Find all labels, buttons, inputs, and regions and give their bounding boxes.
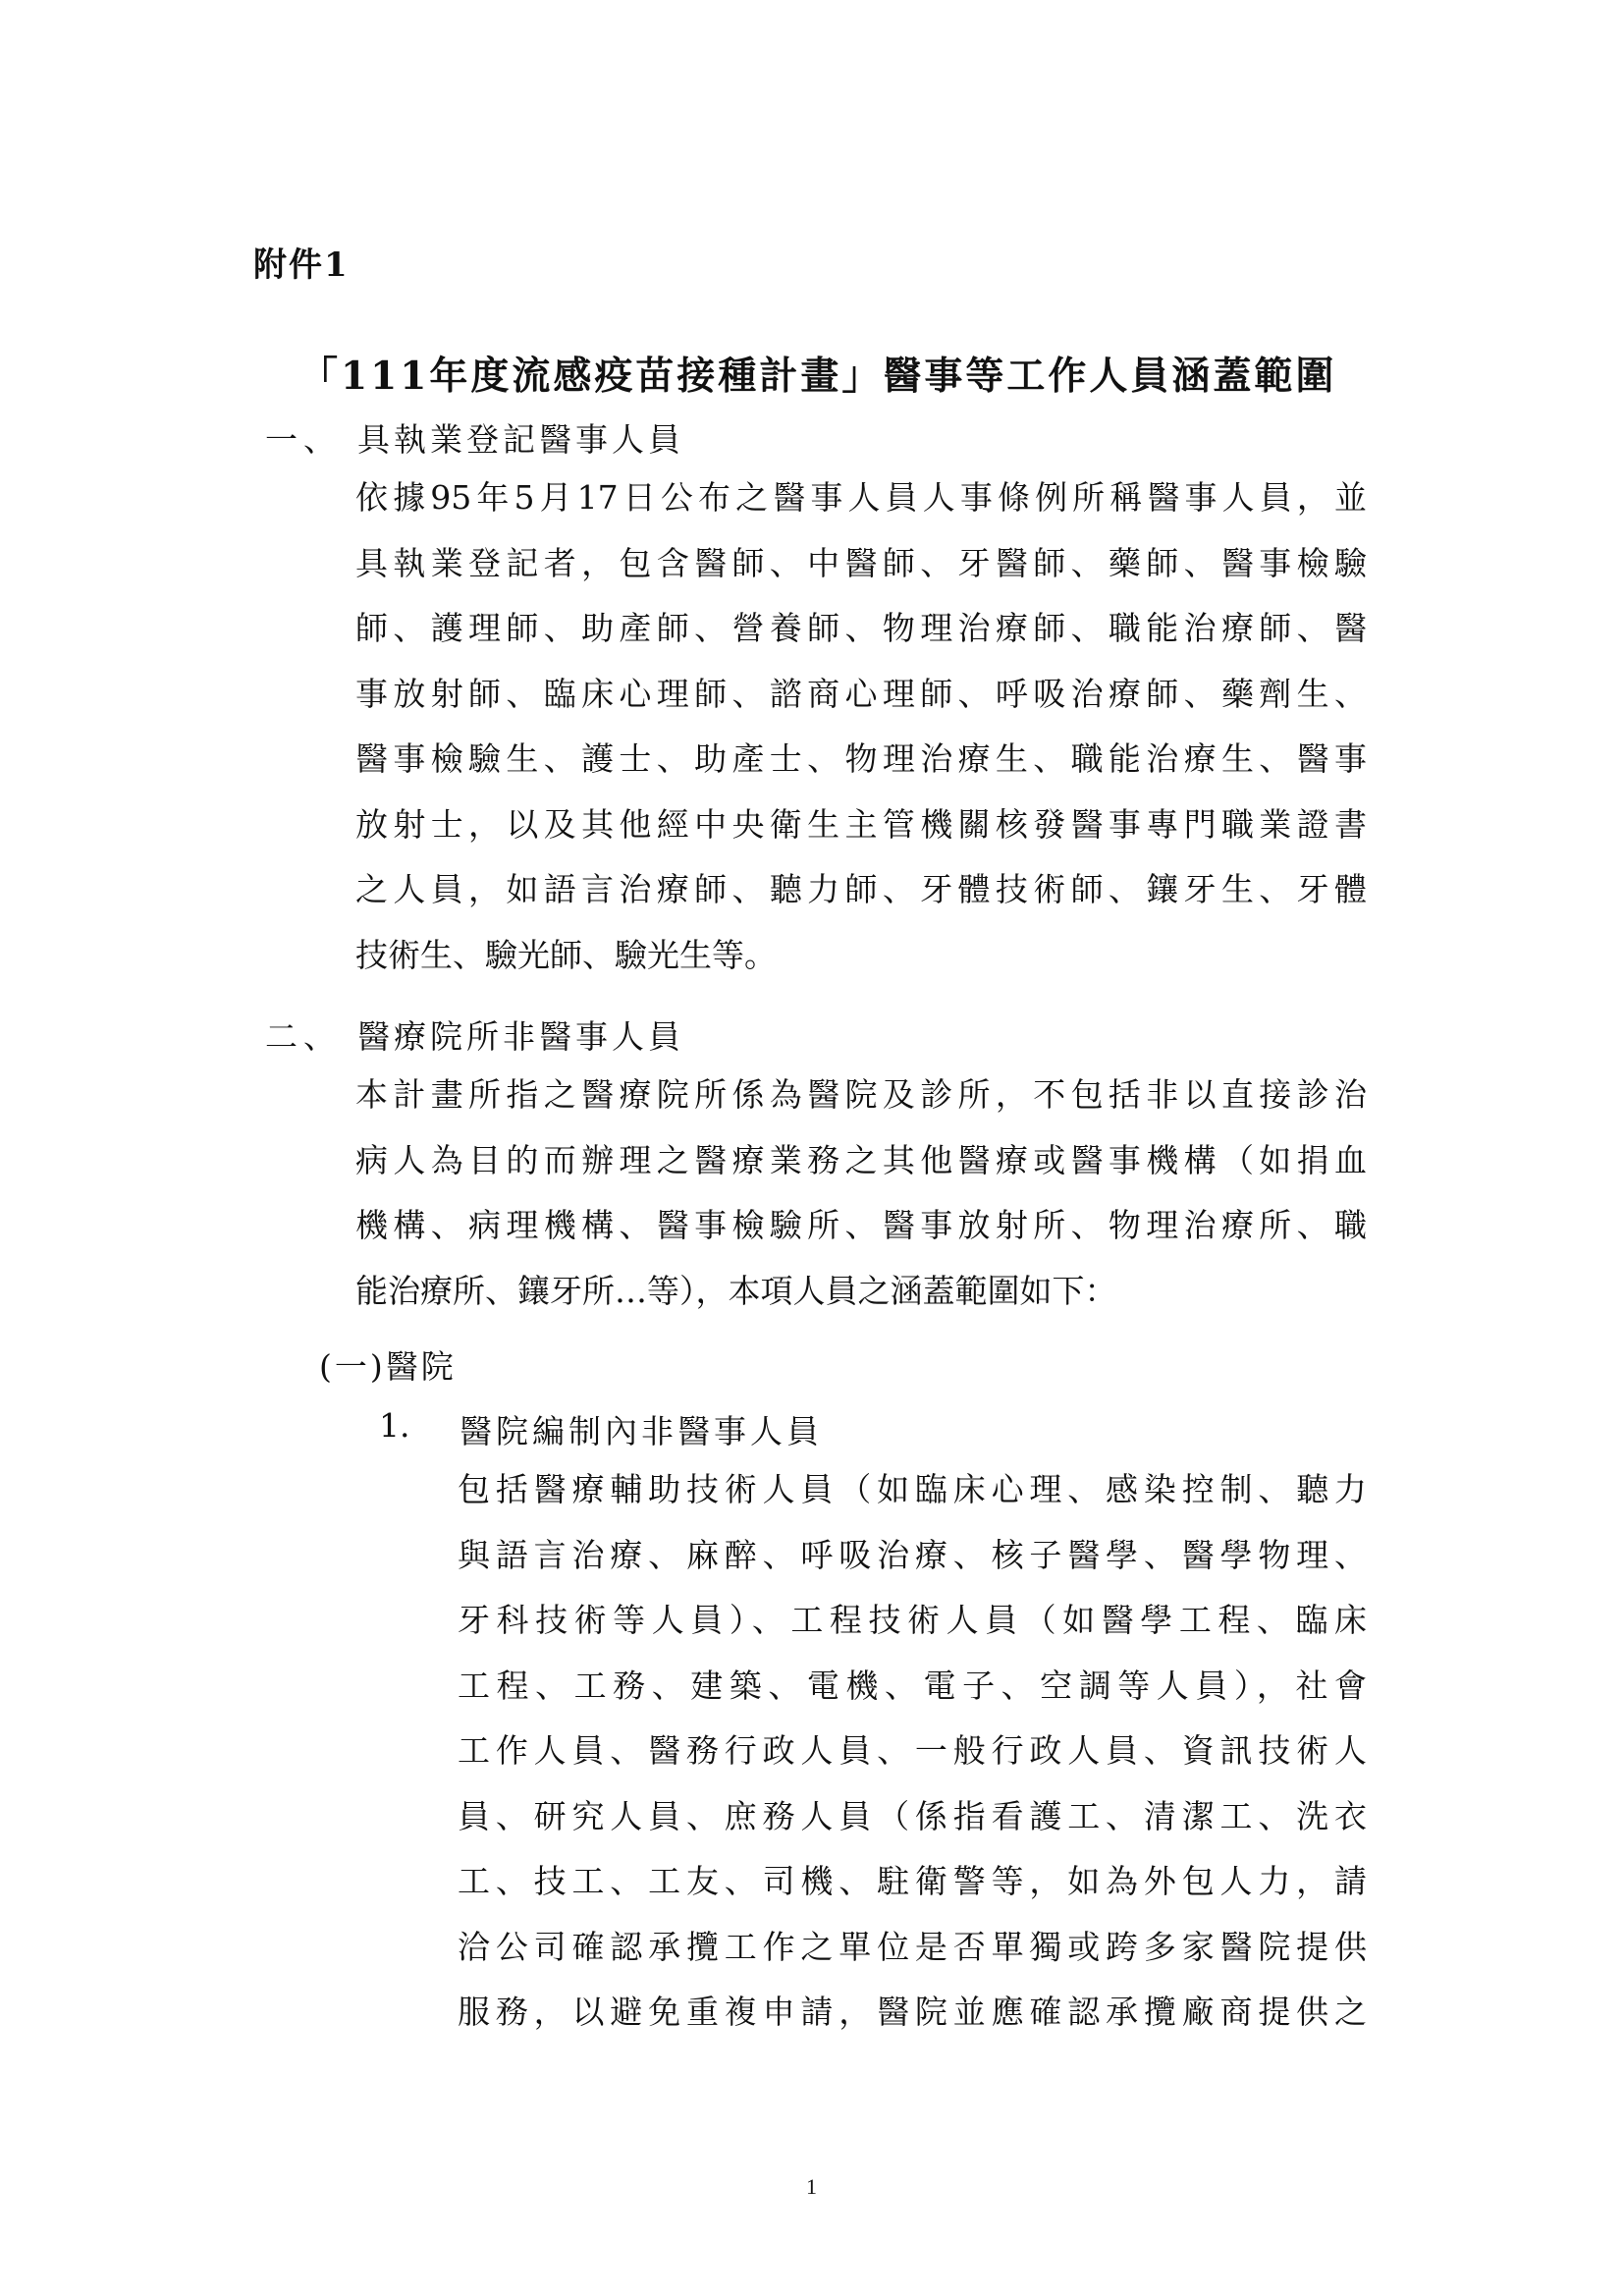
paragraph-line: 師、護理師、助產師、營養師、物理治療師、職能治療師、醫 bbox=[355, 609, 1367, 647]
paragraph-line: 洽公司確認承攬工作之單位是否單獨或跨多家醫院提供 bbox=[458, 1927, 1367, 1966]
paragraph-line: 服務，以避免重複申請，醫院並應確認承攬廠商提供之 bbox=[458, 1993, 1367, 2031]
document-title: 「111年度流感疫苗接種計畫」醫事等工作人員涵蓋範圍 bbox=[299, 354, 1337, 399]
paragraph-line: 能治療所、鑲牙所…等），本項人員之涵蓋範圍如下： bbox=[355, 1271, 1117, 1310]
paragraph-line: 牙科技術等人員）、工程技術人員（如醫學工程、臨床 bbox=[458, 1601, 1367, 1639]
paragraph-line: 工、技工、工友、司機、駐衛警等，如為外包人力，請 bbox=[458, 1862, 1367, 1900]
section-2-heading: 醫療院所非醫事人員 bbox=[357, 1017, 684, 1056]
section-1-paragraph bbox=[355, 465, 1367, 988]
attachment-label: 附件1 bbox=[253, 246, 350, 285]
item-number: 1. bbox=[379, 1406, 410, 1445]
paragraph-line: 之人員，如語言治療師、聽力師、牙體技術師、鑲牙生、牙體 bbox=[355, 870, 1367, 908]
item-heading: 醫院編制內非醫事人員 bbox=[460, 1412, 823, 1450]
paragraph-line: 病人為目的而辦理之醫療業務之其他醫療或醫事機構（如捐血 bbox=[355, 1140, 1367, 1179]
paragraph-line: 具執業登記者，包含醫師、中醫師、牙醫師、藥師、醫事檢驗 bbox=[355, 543, 1367, 582]
paragraph-line: 機構、病理機構、醫事檢驗所、醫事放射所、物理治療所、職 bbox=[355, 1206, 1367, 1244]
item-paragraph bbox=[458, 1457, 1367, 2046]
section-2-paragraph bbox=[355, 1063, 1367, 1324]
section-1-heading: 具執業登記醫事人員 bbox=[357, 420, 684, 459]
paragraph-line: 事放射師、臨床心理師、諮商心理師、呼吸治療師、藥劑生、 bbox=[355, 674, 1367, 713]
paragraph-line: 醫事檢驗生、護士、助產士、物理治療生、職能治療生、醫事 bbox=[355, 739, 1367, 778]
paragraph-line: 工程、工務、建築、電機、電子、空調等人員），社會 bbox=[458, 1666, 1367, 1705]
paragraph-line: 工作人員、醫務行政人員、一般行政人員、資訊技術人 bbox=[458, 1731, 1367, 1770]
paragraph-line: 與語言治療、麻醉、呼吸治療、核子醫學、醫學物理、 bbox=[458, 1535, 1367, 1574]
section-2-number: 二、 bbox=[265, 1017, 342, 1056]
paragraph-line: 技術生、驗光師、驗光生等。 bbox=[355, 935, 777, 974]
paragraph-line: 依據95年5月17日公布之醫事人員人事條例所稱醫事人員，並 bbox=[355, 478, 1367, 517]
paragraph-line: 放射士，以及其他經中央衛生主管機關核發醫事專門職業證書 bbox=[355, 804, 1367, 844]
paragraph-line: 本計畫所指之醫療院所係為醫院及診所，不包括非以直接診治 bbox=[355, 1075, 1367, 1114]
paragraph-line: 員、研究人員、庶務人員（係指看護工、清潔工、洗衣 bbox=[458, 1796, 1367, 1835]
page-number: 1 bbox=[806, 2174, 817, 2199]
paragraph-line: 包括醫療輔助技術人員（如臨床心理、感染控制、聽力 bbox=[458, 1470, 1367, 1508]
section-1-number: 一、 bbox=[265, 420, 342, 459]
subsection-label: (一)醫院 bbox=[319, 1347, 457, 1386]
